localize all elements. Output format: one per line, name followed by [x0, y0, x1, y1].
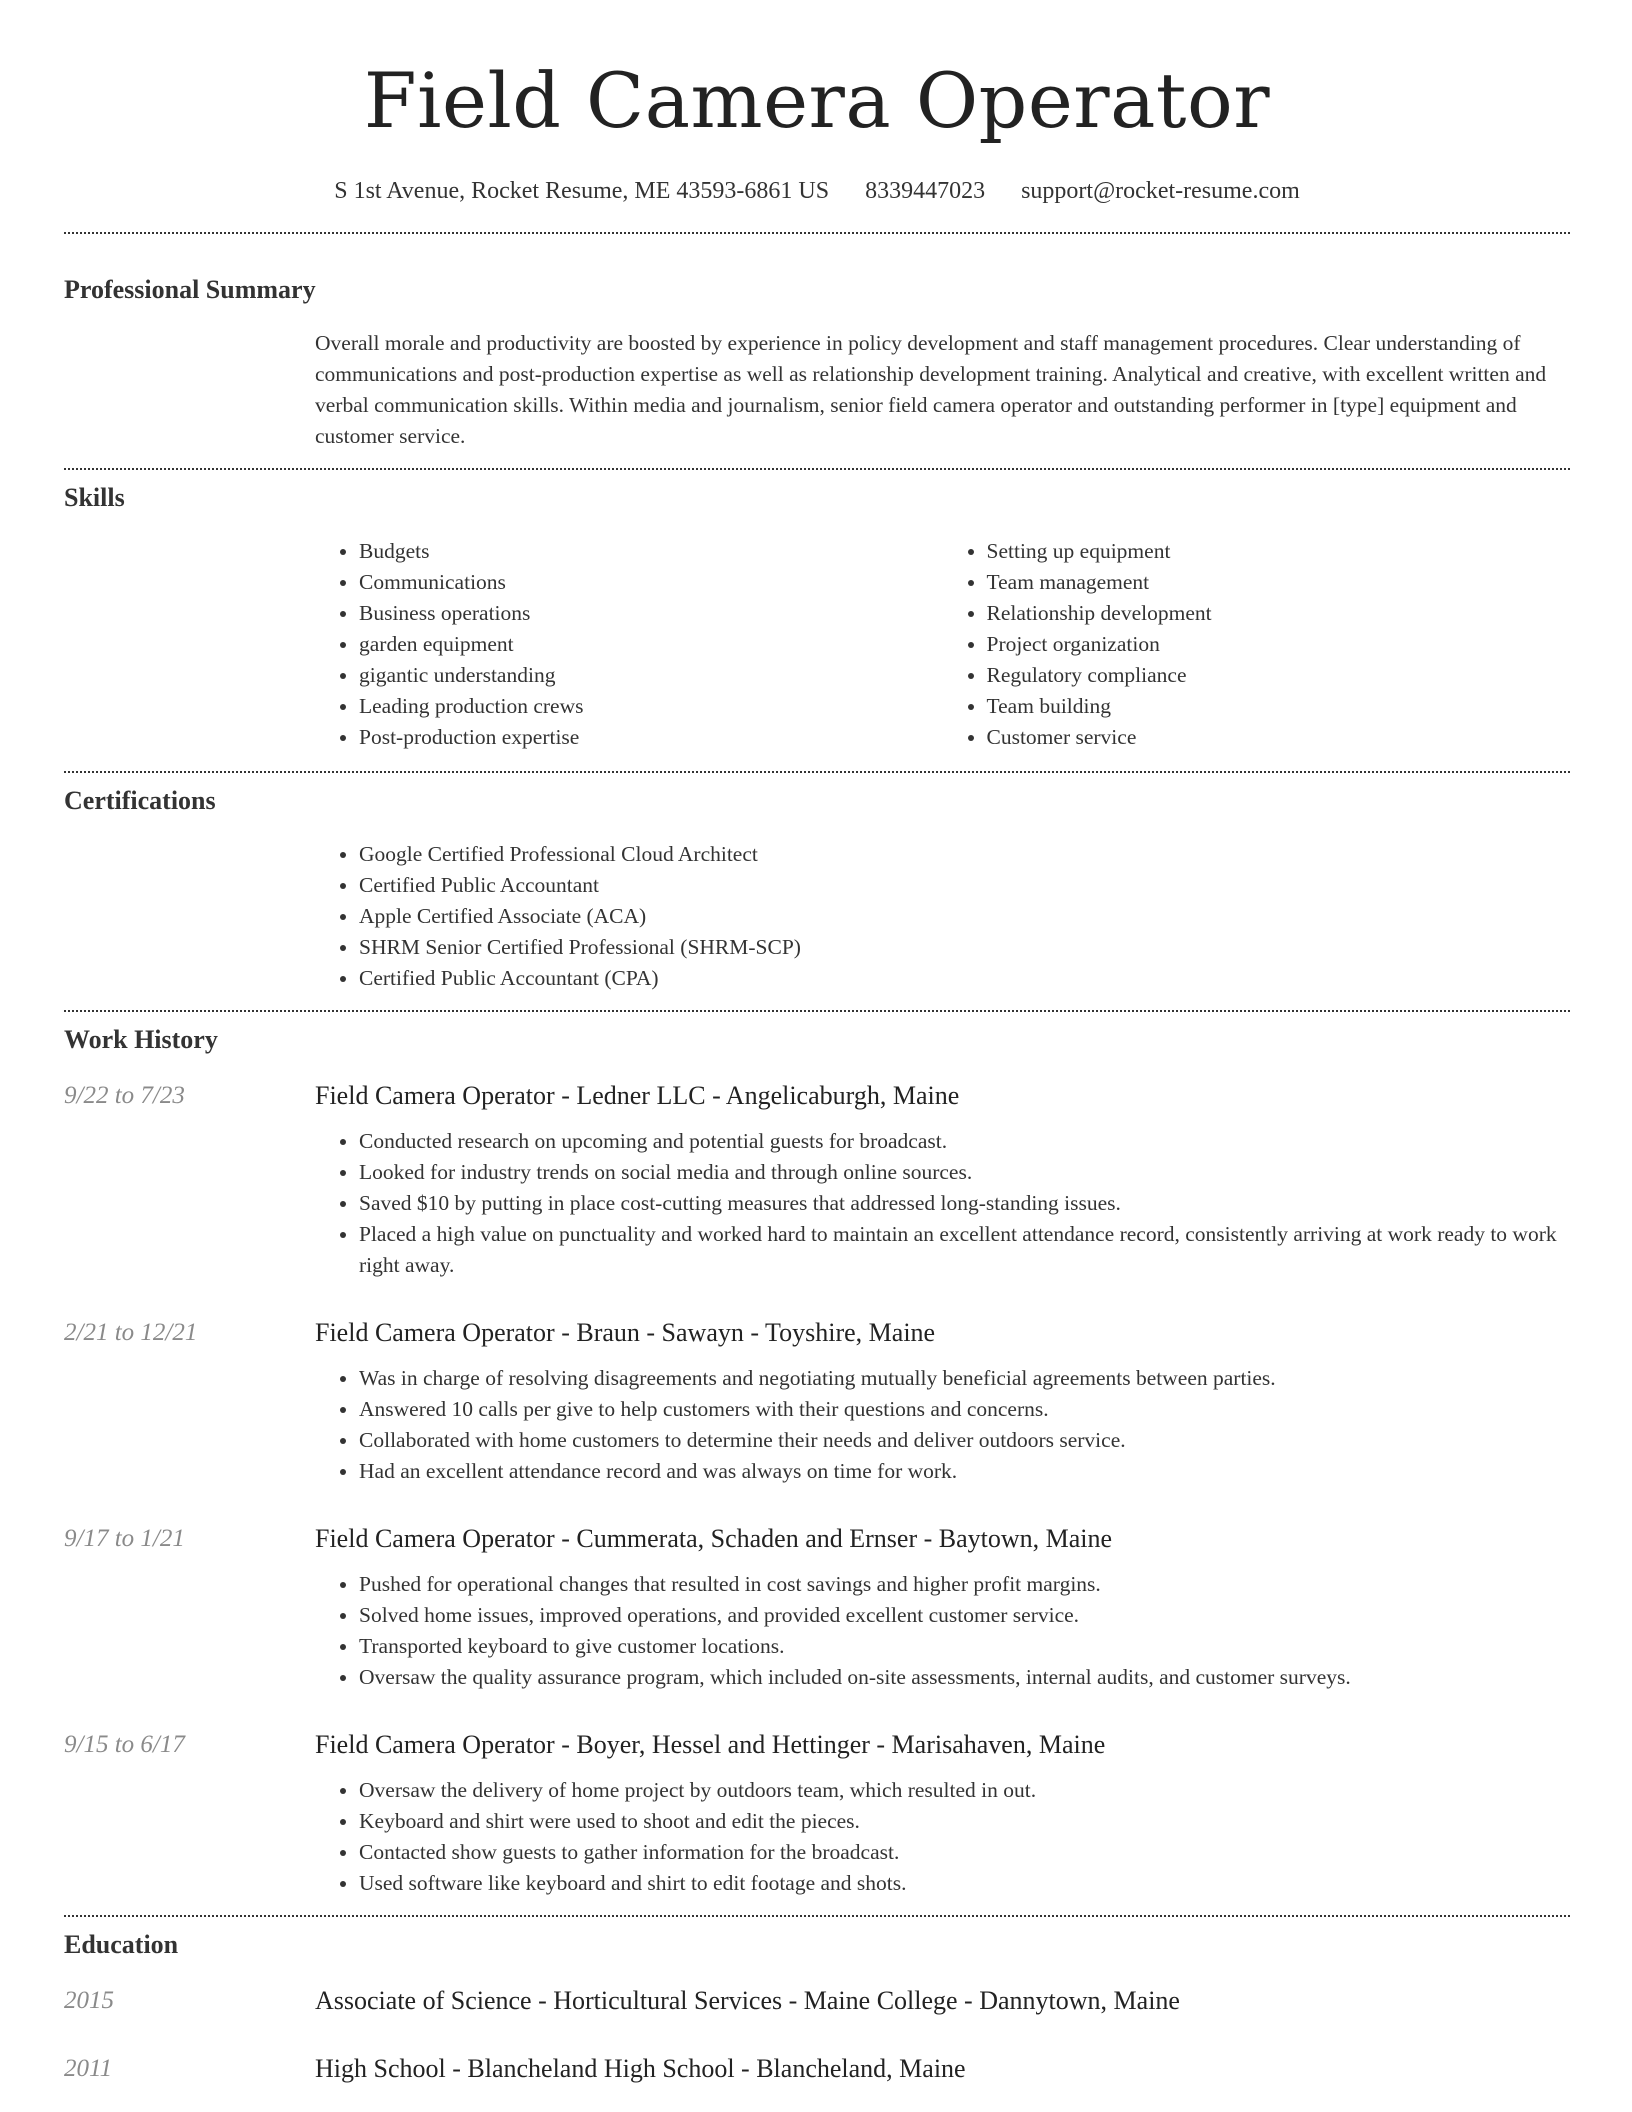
- job-entry: [64, 1729, 1570, 1899]
- job-date: 9/15 to 6/17: [64, 1731, 185, 1758]
- skill-item: • Communications: [359, 567, 943, 598]
- job-entry: [64, 1523, 1570, 1693]
- education-title: High School - Blancheland High School - Blancheland, Maine: [315, 2054, 966, 2083]
- skills-heading: Skills: [64, 483, 125, 512]
- skill-item: • gigantic understanding: [359, 660, 943, 691]
- certifications-body: [315, 839, 1570, 994]
- skill-item: • Post-production expertise: [359, 722, 943, 753]
- job-duty: • Oversaw the quality assurance program, which included on-site assessments, internal audits, and customer surveys.: [359, 1662, 1570, 1693]
- job-duty: • Transported keyboard to give customer locations.: [359, 1631, 1570, 1662]
- certifications-list: [315, 839, 1570, 994]
- job-entry: [64, 1080, 1570, 1281]
- skill-item: • Team building: [987, 691, 1571, 722]
- skill-item: • Customer service: [987, 722, 1571, 753]
- education-entry: [64, 2053, 1570, 2085]
- section-divider: [64, 232, 1570, 234]
- section-divider: [64, 771, 1570, 773]
- job-duty: • Contacted show guests to gather information for the broadcast.: [359, 1837, 1570, 1868]
- job-title: Field Camera Operator - Cummerata, Schaden and Ernser - Baytown, Maine: [315, 1524, 1113, 1553]
- summary-text: Overall morale and productivity are boosted by experience in policy development and staff management procedures. Clear understanding of communications and post-production expertise as well as relationship development training. Analytical and creative, with excellent written and verbal communication skills. Within media and journalism, senior field camera operator and outstanding performer in [type] equipment and customer service.: [315, 331, 1547, 448]
- skill-item: • garden equipment: [359, 629, 943, 660]
- certification-item: • Certified Public Accountant: [359, 870, 1570, 901]
- contact-line: [64, 176, 1570, 206]
- job-duty: • Used software like keyboard and shirt to edit footage and shots.: [359, 1868, 1570, 1899]
- job-title: Field Camera Operator - Braun - Sawayn - Toyshire, Maine: [315, 1318, 936, 1347]
- section-divider: [64, 1915, 1570, 1917]
- job-date: 9/17 to 1/21: [64, 1525, 185, 1552]
- skill-item: • Regulatory compliance: [987, 660, 1571, 691]
- job-duties: [315, 1363, 1570, 1487]
- certification-item: • SHRM Senior Certified Professional (SHRM-SCP): [359, 932, 1570, 963]
- education-heading: Education: [64, 1930, 179, 1959]
- job-duty: • Oversaw the delivery of home project by outdoors team, which resulted in out.: [359, 1775, 1570, 1806]
- job-duty: • Pushed for operational changes that resulted in cost savings and higher profit margins.: [359, 1569, 1570, 1600]
- job-duties: [315, 1775, 1570, 1899]
- skills-list-left: [315, 536, 943, 753]
- job-duty: • Collaborated with home customers to determine their needs and deliver outdoors service.: [359, 1425, 1570, 1456]
- education-title: Associate of Science - Horticultural Services - Maine College - Dannytown, Maine: [315, 1986, 1180, 2015]
- contact-email: support@rocket-resume.com: [1021, 178, 1300, 204]
- skill-item: • Business operations: [359, 598, 943, 629]
- job-title: Field Camera Operator - Ledner LLC - Angelicaburgh, Maine: [315, 1081, 960, 1110]
- contact-address: S 1st Avenue, Rocket Resume, ME 43593-6861 US: [334, 178, 830, 204]
- contact-phone: 8339447023: [865, 178, 986, 204]
- work-history-heading: Work History: [64, 1025, 218, 1054]
- skill-item: • Project organization: [987, 629, 1571, 660]
- summary-heading: Professional Summary: [64, 275, 316, 304]
- education-date: 2011: [64, 2055, 113, 2082]
- skill-item: • Relationship development: [987, 598, 1571, 629]
- skills-list-right: [943, 536, 1571, 753]
- job-duty: • Keyboard and shirt were used to shoot and edit the pieces.: [359, 1806, 1570, 1837]
- certification-item: • Certified Public Accountant (CPA): [359, 963, 1570, 994]
- job-duty: • Conducted research on upcoming and potential guests for broadcast.: [359, 1126, 1570, 1157]
- skill-item: • Budgets: [359, 536, 943, 567]
- certification-item: • Apple Certified Associate (ACA): [359, 901, 1570, 932]
- job-date: 9/22 to 7/23: [64, 1082, 185, 1109]
- job-duties: [315, 1126, 1570, 1281]
- job-date: 2/21 to 12/21: [64, 1319, 198, 1346]
- section-divider: [64, 1010, 1570, 1012]
- job-entry: [64, 1317, 1570, 1487]
- job-title: Field Camera Operator - Boyer, Hessel and Hettinger - Marisahaven, Maine: [315, 1730, 1106, 1759]
- job-duty: • Looked for industry trends on social media and through online sources.: [359, 1157, 1570, 1188]
- certifications-heading: Certifications: [64, 786, 216, 815]
- education-entry: [64, 1985, 1570, 2017]
- job-duty: • Answered 10 calls per give to help customers with their questions and concerns.: [359, 1394, 1570, 1425]
- certification-item: • Google Certified Professional Cloud Architect: [359, 839, 1570, 870]
- job-duty: • Was in charge of resolving disagreements and negotiating mutually beneficial agreements between parties.: [359, 1363, 1570, 1394]
- education-date: 2015: [64, 1987, 114, 2014]
- skills-columns: [315, 536, 1570, 753]
- job-duty: • Had an excellent attendance record and was always on time for work.: [359, 1456, 1570, 1487]
- job-duties: [315, 1569, 1570, 1693]
- job-duty: • Solved home issues, improved operations, and provided excellent customer service.: [359, 1600, 1570, 1631]
- section-divider: [64, 468, 1570, 470]
- skill-item: • Setting up equipment: [987, 536, 1571, 567]
- job-duty: • Saved $10 by putting in place cost-cutting measures that addressed long-standing issues.: [359, 1188, 1570, 1219]
- job-duty: • Placed a high value on punctuality and worked hard to maintain an excellent attendance record, consistently arriving at work ready to work right away.: [359, 1219, 1570, 1281]
- skill-item: • Team management: [987, 567, 1571, 598]
- skill-item: • Leading production crews: [359, 691, 943, 722]
- resume-page: [64, 0, 1570, 2085]
- resume-name: Field Camera Operator: [363, 56, 1271, 145]
